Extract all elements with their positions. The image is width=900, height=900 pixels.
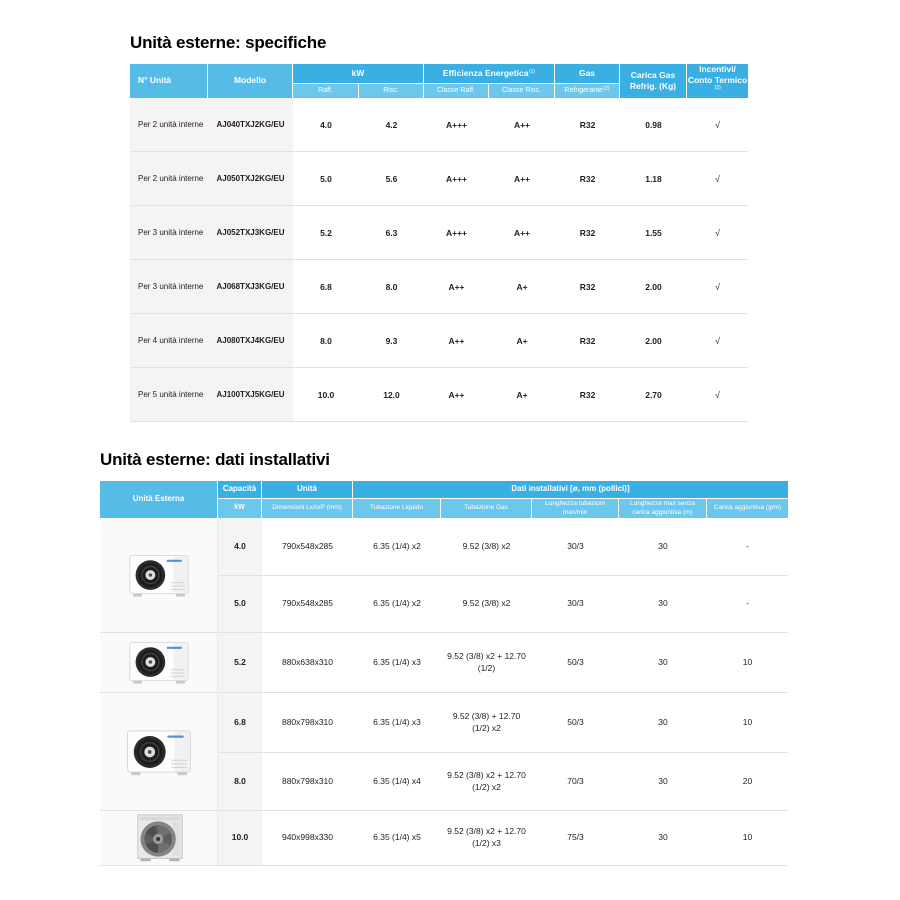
table-row	[130, 368, 748, 422]
cell-modello: AJ068TXJ3KG/EU	[208, 260, 293, 314]
outdoor-unit-large-svg	[126, 729, 192, 777]
header-gas-group	[555, 64, 620, 83]
cell-tubazione-liquido: 6.35 (1/4) x4	[353, 753, 441, 811]
cell-tubazione-liquido: 6.35 (1/4) x3	[353, 693, 441, 753]
table1-title: Unità esterne: specifiche	[130, 33, 327, 52]
cell-modello: AJ040TXJ2KG/EU	[208, 98, 293, 152]
cell-gas: R32	[555, 206, 620, 260]
subheader-tubazione-liquido	[353, 498, 441, 518]
header-kw-group	[293, 64, 424, 83]
cell-gas: R32	[555, 98, 620, 152]
subheader-lunghezza-max-label: Lunghezza max senza carica aggiuntiva (m)	[629, 500, 696, 516]
header-incentivi-superscript: (3)	[714, 84, 721, 91]
table-row	[130, 152, 748, 206]
cell-classe-risc: A+	[489, 260, 555, 314]
cell-unita: Per 5 unità interne	[130, 368, 208, 422]
header-modello-label: Modello	[233, 75, 267, 86]
header-carica-gas	[620, 64, 687, 98]
cell-tubazione-liquido: 6.35 (1/4) x2	[353, 576, 441, 633]
table1-header	[130, 64, 748, 98]
cell-risc: 6.3	[359, 206, 424, 260]
cell-risc: 12.0	[359, 368, 424, 422]
outdoor-unit-photo-medium	[127, 640, 191, 686]
header-unita-esterna-label: Unità Esterna	[132, 494, 185, 504]
cell-capacita: 4.0	[218, 518, 262, 576]
subheader-lunghezza-max	[619, 498, 707, 518]
header-capacita-label: Capacità	[222, 484, 257, 494]
cell-tubazione-gas: 9.52 (3/8) x2 + 12.70 (1/2) x2	[441, 753, 532, 811]
cell-tubazione-gas: 9.52 (3/8) + 12.70 (1/2) x2	[441, 693, 532, 753]
cell-raff: 6.8	[293, 260, 359, 314]
cell-raff: 10.0	[293, 368, 359, 422]
header-carica-line2: Refrig. (Kg)	[629, 81, 677, 91]
table-row	[130, 314, 748, 368]
cell-lunghezza-tubazioni: 30/3	[532, 518, 619, 576]
cell-classe-risc: A+	[489, 314, 555, 368]
cell-classe-raff: A+++	[424, 152, 489, 206]
table2-header	[100, 481, 788, 518]
table-row	[100, 753, 788, 811]
header-incentivi-line2-wrap	[688, 75, 747, 97]
header-modello	[208, 64, 293, 98]
subheader-raff-label: Raff.	[318, 87, 333, 95]
table2-body	[100, 518, 788, 866]
cell-raff: 5.0	[293, 152, 359, 206]
cell-tubazione-gas: 9.52 (3/8) x2 + 12.70 (1/2)	[441, 633, 532, 693]
table-row	[100, 811, 788, 866]
cell-capacita: 5.2	[218, 633, 262, 693]
cell-dimensioni: 940x998x330	[262, 811, 353, 866]
subheader-tubazione-gas-label: Tubazione Gas	[464, 504, 508, 512]
cell-raff: 5.2	[293, 206, 359, 260]
outdoor-unit-photo-small	[127, 553, 191, 599]
table-row	[130, 206, 748, 260]
cell-dimensioni: 880x798x310	[262, 693, 353, 753]
header-efficienza-label: Efficienza Energetica	[442, 67, 529, 78]
cell-modello: AJ050TXJ2KG/EU	[208, 152, 293, 206]
cell-dimensioni: 880x638x310	[262, 633, 353, 693]
header-n-unita-label: N° Unità	[138, 75, 172, 86]
cell-incentivi-check: √	[687, 152, 748, 206]
cell-tubazione-liquido: 6.35 (1/4) x2	[353, 518, 441, 576]
cell-incentivi-check: √	[687, 206, 748, 260]
cell-tubazione-liquido: 6.35 (1/4) x3	[353, 633, 441, 693]
cell-unita: Per 3 unità interne	[130, 206, 208, 260]
cell-tubazione-liquido: 6.35 (1/4) x5	[353, 811, 441, 866]
cell-dimensioni: 790x548x285	[262, 576, 353, 633]
table2-title: Unità esterne: dati installativi	[100, 450, 330, 469]
cell-gas: R32	[555, 314, 620, 368]
cell-gas: R32	[555, 368, 620, 422]
cell-lunghezza-tubazioni: 50/3	[532, 633, 619, 693]
cell-lunghezza-max: 30	[619, 753, 707, 811]
subheader-tubazione-gas	[441, 498, 532, 518]
cell-modello: AJ100TXJ5KG/EU	[208, 368, 293, 422]
cell-carica: 2.70	[620, 368, 687, 422]
header-dati-installativi-label: Dati installativi [ø, mm (pollici)]	[511, 484, 630, 494]
cell-lunghezza-max: 30	[619, 633, 707, 693]
cell-classe-risc: A+	[489, 368, 555, 422]
cell-raff: 8.0	[293, 314, 359, 368]
cell-lunghezza-tubazioni: 30/3	[532, 576, 619, 633]
header-capacita	[218, 481, 262, 498]
cell-classe-raff: A++	[424, 314, 489, 368]
header-unita-esterna	[100, 481, 218, 518]
subheader-dimensioni-label: Dimensioni LxAxP (mm)	[272, 504, 342, 512]
cell-risc: 5.6	[359, 152, 424, 206]
subheader-dimensioni	[262, 498, 353, 518]
cell-lunghezza-max: 30	[619, 518, 707, 576]
subheader-refrigerante-label: Refrigerante	[564, 87, 603, 95]
cell-classe-risc: A++	[489, 98, 555, 152]
cell-incentivi-check: √	[687, 368, 748, 422]
cell-carica: 2.00	[620, 314, 687, 368]
subheader-classe-risc-label: Classe Risc.	[502, 87, 541, 95]
cell-incentivi-check: √	[687, 98, 748, 152]
table-row	[130, 98, 748, 152]
cell-capacita: 8.0	[218, 753, 262, 811]
installation-data-table-section	[100, 450, 788, 866]
subheader-kw	[218, 498, 262, 518]
header-gas-label: Gas	[578, 67, 596, 78]
cell-unita: Per 3 unità interne	[130, 260, 208, 314]
subheader-refrigerante: Refrigerante $^{(2)}$	[555, 83, 620, 98]
cell-incentivi-check: √	[687, 260, 748, 314]
cell-classe-raff: A++	[424, 368, 489, 422]
cell-risc: 8.0	[359, 260, 424, 314]
header-carica-line1: Carica Gas	[630, 69, 676, 80]
subheader-risc-label: Risc.	[383, 87, 399, 95]
cell-lunghezza-max: 30	[619, 693, 707, 753]
cell-incentivi-check: √	[687, 314, 748, 368]
subheader-risc	[359, 83, 424, 98]
cell-unita: Per 4 unità interne	[130, 314, 208, 368]
table-row	[100, 633, 788, 693]
outdoor-unit-medium-svg	[128, 641, 190, 685]
cell-classe-risc: A++	[489, 152, 555, 206]
outdoor-unit-small-svg	[128, 554, 190, 598]
subheader-carica-aggiuntiva-label: Carica aggiuntiva (g/m)	[713, 504, 782, 512]
cell-tubazione-gas: 9.52 (3/8) x2	[441, 518, 532, 576]
cell-capacita: 6.8	[218, 693, 262, 753]
cell-capacita: 10.0	[218, 811, 262, 866]
cell-lunghezza-max: 30	[619, 576, 707, 633]
cell-unita: Per 2 unità interne	[130, 98, 208, 152]
cell-classe-raff: A+++	[424, 98, 489, 152]
cell-raff: 4.0	[293, 98, 359, 152]
header-n-unita	[130, 64, 208, 98]
cell-carica-aggiuntiva: 20	[707, 753, 788, 811]
cell-classe-raff: A++	[424, 260, 489, 314]
cell-lunghezza-tubazioni: 75/3	[532, 811, 619, 866]
cell-capacita: 5.0	[218, 576, 262, 633]
cell-carica-aggiuntiva: 10	[707, 693, 788, 753]
header-kw-label: kW	[351, 67, 365, 78]
cell-carica-aggiuntiva: 10	[707, 811, 788, 866]
subheader-raff	[293, 83, 359, 98]
cell-gas: R32	[555, 152, 620, 206]
header-incentivi-line1: Incentivi/	[699, 64, 736, 75]
cell-lunghezza-tubazioni: 70/3	[532, 753, 619, 811]
cell-tubazione-gas: 9.52 (3/8) x2	[441, 576, 532, 633]
subheader-kw-label: kW	[234, 504, 245, 512]
subheader-classe-raff-label: Classe Raff.	[437, 87, 475, 95]
specifications-table-section	[130, 33, 748, 422]
table-row	[130, 260, 748, 314]
subheader-lunghezza-tubazioni	[532, 498, 619, 518]
cell-carica: 1.55	[620, 206, 687, 260]
cell-carica-aggiuntiva: 10	[707, 633, 788, 693]
header-incentivi-line2: Conto Termico	[687, 75, 748, 86]
outdoor-unit-photo-xl	[132, 811, 188, 867]
cell-carica: 1.18	[620, 152, 687, 206]
subheader-lunghezza-tubazioni-label: Lunghezza tubazioni max/min	[545, 500, 605, 516]
table-row	[100, 518, 788, 576]
cell-classe-risc: A++	[489, 206, 555, 260]
cell-risc: 4.2	[359, 98, 424, 152]
header-incentivi	[687, 64, 748, 98]
header-efficienza-group: Efficienza Energetica $^{(1)}$	[424, 64, 555, 83]
header-unita-label: Unità	[297, 484, 317, 494]
subheader-classe-raff	[424, 83, 489, 98]
table1-body	[130, 98, 748, 422]
cell-classe-raff: A+++	[424, 206, 489, 260]
subheader-classe-risc	[489, 83, 555, 98]
outdoor-unit-photo-large	[125, 728, 193, 778]
header-unita-group	[262, 481, 353, 498]
outdoor-unit-xl-svg	[134, 813, 186, 865]
table-row	[100, 693, 788, 753]
cell-dimensioni: 790x548x285	[262, 518, 353, 576]
cell-modello: AJ080TXJ4KG/EU	[208, 314, 293, 368]
cell-tubazione-gas: 9.52 (3/8) x2 + 12.70 (1/2) x3	[441, 811, 532, 866]
cell-gas: R32	[555, 260, 620, 314]
cell-carica-aggiuntiva: -	[707, 518, 788, 576]
cell-lunghezza-max: 30	[619, 811, 707, 866]
table-row	[100, 576, 788, 633]
header-dati-installativi-group	[353, 481, 788, 498]
subheader-carica-aggiuntiva	[707, 498, 788, 518]
cell-dimensioni: 880x798x310	[262, 753, 353, 811]
cell-modello: AJ052TXJ3KG/EU	[208, 206, 293, 260]
cell-risc: 9.3	[359, 314, 424, 368]
cell-carica-aggiuntiva: -	[707, 576, 788, 633]
cell-lunghezza-tubazioni: 50/3	[532, 693, 619, 753]
cell-unita: Per 2 unità interne	[130, 152, 208, 206]
subheader-tubazione-liquido-label: Tubazione Liquido	[370, 504, 423, 512]
cell-carica: 2.00	[620, 260, 687, 314]
cell-carica: 0.98	[620, 98, 687, 152]
